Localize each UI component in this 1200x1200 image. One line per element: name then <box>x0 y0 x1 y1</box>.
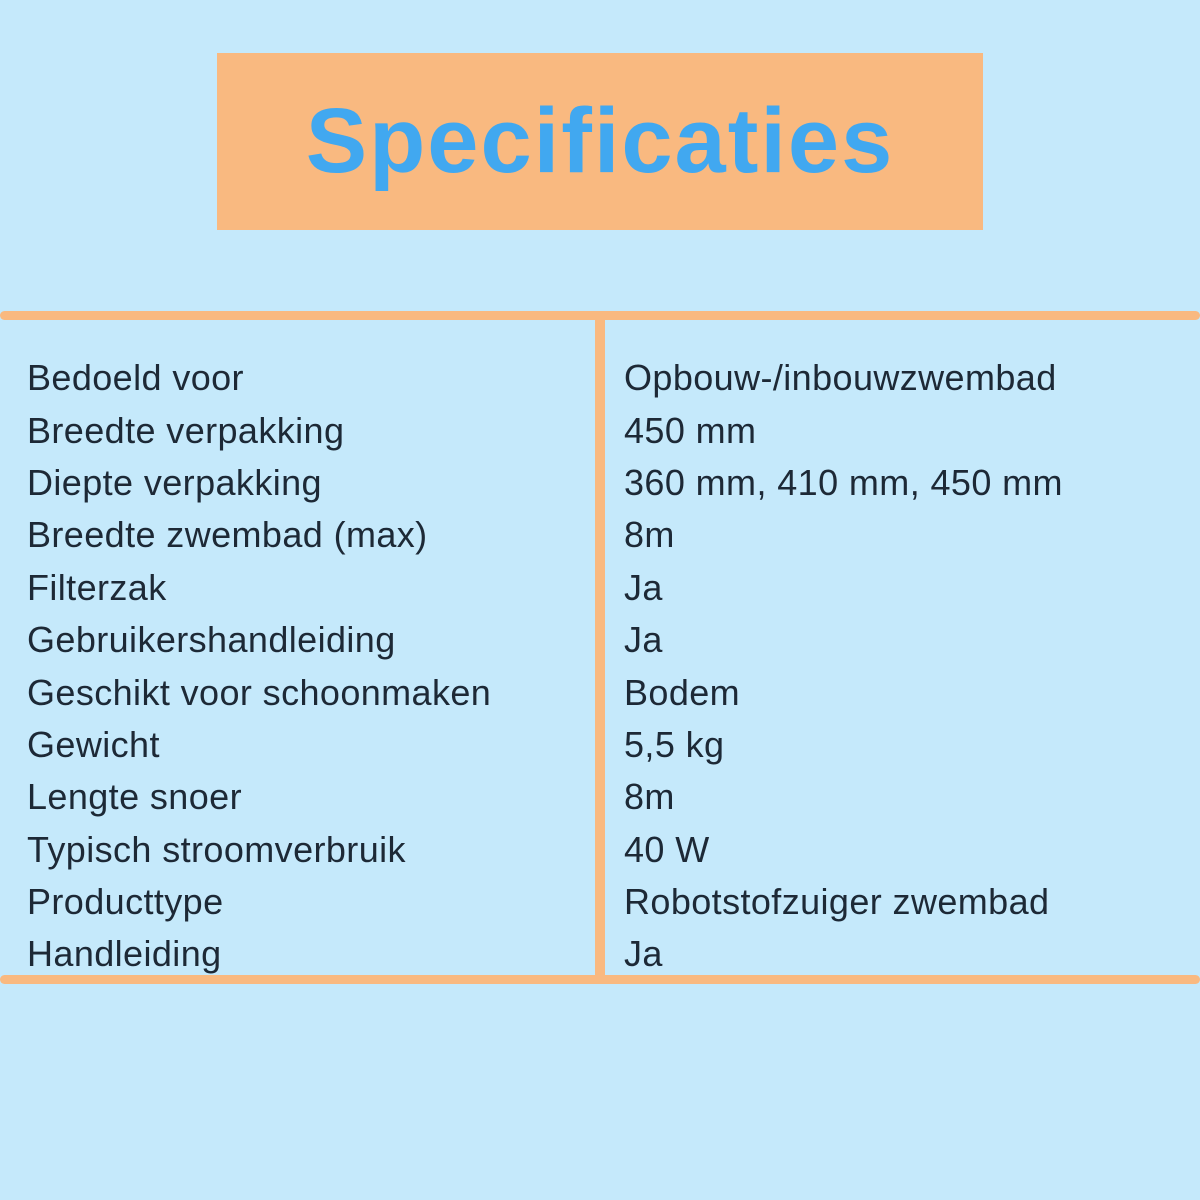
table-row <box>0 562 1200 614</box>
table-row <box>0 666 1200 718</box>
spec-label: Handleiding <box>27 933 222 975</box>
table-row <box>0 509 1200 561</box>
spec-value: Ja <box>624 566 663 608</box>
spec-label: Typisch stroomverbruik <box>27 828 406 870</box>
table-row <box>0 457 1200 509</box>
spec-label: Breedte zwembad (max) <box>27 514 428 556</box>
spec-value: 8m <box>624 514 675 556</box>
title-banner <box>217 53 983 230</box>
table-row <box>0 928 1200 980</box>
spec-value: 8m <box>624 776 675 818</box>
spec-label: Lengte snoer <box>27 776 242 818</box>
spec-label: Filterzak <box>27 566 167 608</box>
spec-label: Breedte verpakking <box>27 409 345 451</box>
table-row <box>0 352 1200 404</box>
spec-label: Gebruikershandleiding <box>27 619 396 661</box>
table-row <box>0 824 1200 876</box>
spec-value: Ja <box>624 619 663 661</box>
table-row <box>0 876 1200 928</box>
spec-value: Opbouw-/inbouwzwembad <box>624 357 1057 399</box>
spec-value: 450 mm <box>624 409 757 451</box>
table-row <box>0 614 1200 666</box>
table-row <box>0 404 1200 456</box>
spec-label: Geschikt voor schoonmaken <box>27 671 492 713</box>
spec-table <box>0 352 1200 981</box>
spec-value: 360 mm, 410 mm, 450 mm <box>624 461 1063 503</box>
table-row <box>0 771 1200 823</box>
spec-value: Robotstofzuiger zwembad <box>624 881 1050 923</box>
table-row <box>0 719 1200 771</box>
spec-label: Diepte verpakking <box>27 461 322 503</box>
page-title: Specificaties <box>305 90 895 192</box>
spec-value: 40 W <box>624 828 710 870</box>
spec-label: Bedoeld voor <box>27 357 244 399</box>
spec-value: Ja <box>624 933 663 975</box>
spec-value: Bodem <box>624 671 741 713</box>
spec-label: Gewicht <box>27 723 160 765</box>
spec-value: 5,5 kg <box>624 723 725 765</box>
spec-label: Producttype <box>27 881 224 923</box>
